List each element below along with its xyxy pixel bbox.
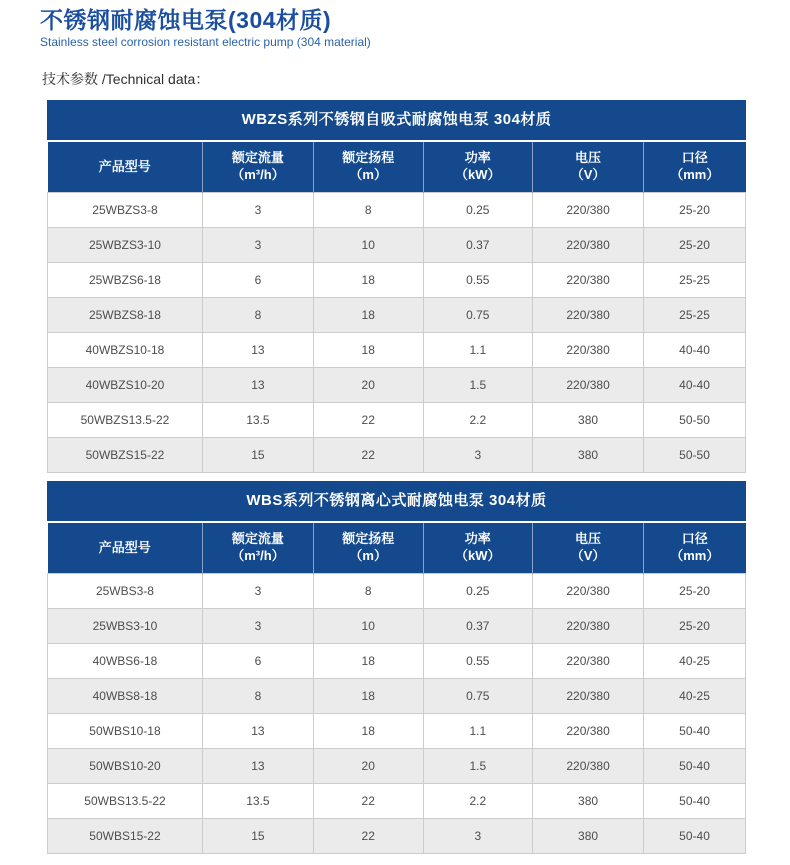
model-cell: 25WBZS6-18 <box>48 263 203 298</box>
table-row <box>48 679 746 714</box>
value-cell: 13 <box>202 749 313 784</box>
column-header-line1: 额定流量 <box>231 531 284 547</box>
value-cell: 8 <box>202 298 313 333</box>
column-header-line2: （m³/h） <box>231 167 285 182</box>
model-cell: 40WBS8-18 <box>48 679 203 714</box>
table-row <box>48 368 746 403</box>
value-cell: 0.55 <box>423 644 533 679</box>
value-cell: 220/380 <box>533 368 644 403</box>
column-header <box>644 142 746 193</box>
value-cell: 3 <box>423 438 533 473</box>
table-section-wbs <box>47 481 746 854</box>
value-cell: 220/380 <box>533 298 644 333</box>
value-cell: 13.5 <box>202 784 313 819</box>
value-cell: 40-40 <box>644 333 746 368</box>
column-header-row <box>48 142 746 193</box>
column-header-line1: 额定扬程 <box>342 150 395 166</box>
table-title: WBS系列不锈钢离心式耐腐蚀电泵 304材质 <box>47 481 746 521</box>
value-cell: 50-40 <box>644 784 746 819</box>
model-cell: 50WBS13.5-22 <box>48 784 203 819</box>
table-row <box>48 228 746 263</box>
value-cell: 1.5 <box>423 368 533 403</box>
value-cell: 40-25 <box>644 679 746 714</box>
value-cell: 13 <box>202 333 313 368</box>
value-cell: 3 <box>202 228 313 263</box>
table-section-wbzs <box>47 100 746 473</box>
value-cell: 220/380 <box>533 228 644 263</box>
table-row <box>48 644 746 679</box>
column-header-line2: （m） <box>349 167 387 182</box>
table-row <box>48 609 746 644</box>
value-cell: 22 <box>313 819 423 854</box>
value-cell: 50-50 <box>644 403 746 438</box>
model-cell: 50WBZS15-22 <box>48 438 203 473</box>
page-title: 不锈钢耐腐蚀电泵(304材质) <box>40 7 332 33</box>
column-header <box>644 523 746 574</box>
column-header-line2: （kW） <box>455 548 501 563</box>
value-cell: 50-50 <box>644 438 746 473</box>
column-header-line2: （mm） <box>670 548 720 563</box>
column-header-line1: 额定流量 <box>231 150 284 166</box>
model-cell: 40WBZS10-18 <box>48 333 203 368</box>
column-header-line1: 电压 <box>575 531 602 547</box>
table-row <box>48 298 746 333</box>
column-header-line1: 电压 <box>575 150 602 166</box>
value-cell: 15 <box>202 438 313 473</box>
value-cell: 220/380 <box>533 644 644 679</box>
value-cell: 380 <box>533 438 644 473</box>
column-header <box>202 142 313 193</box>
table-row <box>48 403 746 438</box>
value-cell: 1.1 <box>423 714 533 749</box>
table-row <box>48 714 746 749</box>
model-cell: 25WBZS3-10 <box>48 228 203 263</box>
table-row <box>48 438 746 473</box>
value-cell: 50-40 <box>644 819 746 854</box>
value-cell: 0.37 <box>423 228 533 263</box>
value-cell: 18 <box>313 644 423 679</box>
table-row <box>48 784 746 819</box>
value-cell: 13 <box>202 714 313 749</box>
tables-container <box>47 100 746 854</box>
value-cell: 22 <box>313 784 423 819</box>
model-cell: 25WBS3-8 <box>48 574 203 609</box>
value-cell: 22 <box>313 403 423 438</box>
value-cell: 6 <box>202 263 313 298</box>
model-cell: 50WBS10-20 <box>48 749 203 784</box>
value-cell: 25-20 <box>644 228 746 263</box>
table-row <box>48 749 746 784</box>
value-cell: 18 <box>313 714 423 749</box>
value-cell: 220/380 <box>533 574 644 609</box>
model-cell: 40WBZS10-20 <box>48 368 203 403</box>
value-cell: 20 <box>313 749 423 784</box>
model-cell: 50WBS10-18 <box>48 714 203 749</box>
value-cell: 13.5 <box>202 403 313 438</box>
table-row <box>48 263 746 298</box>
column-header-line2: （V） <box>570 167 606 182</box>
value-cell: 40-25 <box>644 644 746 679</box>
value-cell: 2.2 <box>423 403 533 438</box>
table-row <box>48 819 746 854</box>
value-cell: 18 <box>313 263 423 298</box>
value-cell: 0.55 <box>423 263 533 298</box>
column-header <box>313 523 423 574</box>
value-cell: 220/380 <box>533 679 644 714</box>
value-cell: 22 <box>313 438 423 473</box>
value-cell: 25-25 <box>644 298 746 333</box>
column-header-line1: 口径 <box>681 150 708 166</box>
spec-table-wbzs <box>47 142 746 473</box>
page-header <box>0 0 790 49</box>
column-header <box>48 523 203 574</box>
value-cell: 10 <box>313 228 423 263</box>
value-cell: 8 <box>202 679 313 714</box>
table-row <box>48 574 746 609</box>
model-cell: 25WBZS3-8 <box>48 193 203 228</box>
column-header-line1: 额定扬程 <box>342 531 395 547</box>
value-cell: 10 <box>313 609 423 644</box>
value-cell: 20 <box>313 368 423 403</box>
value-cell: 3 <box>202 193 313 228</box>
value-cell: 8 <box>313 193 423 228</box>
value-cell: 380 <box>533 784 644 819</box>
column-header-line2: （m） <box>349 548 387 563</box>
value-cell: 0.37 <box>423 609 533 644</box>
value-cell: 220/380 <box>533 609 644 644</box>
value-cell: 2.2 <box>423 784 533 819</box>
value-cell: 13 <box>202 368 313 403</box>
table-row <box>48 333 746 368</box>
column-header-line2: （kW） <box>455 167 501 182</box>
column-header-line2: （mm） <box>670 167 720 182</box>
page-subtitle: Stainless steel corrosion resistant electric pump (304 material) <box>40 35 371 49</box>
value-cell: 25-20 <box>644 193 746 228</box>
column-header-line1: 功率 <box>464 150 491 166</box>
value-cell: 0.25 <box>423 193 533 228</box>
column-header <box>533 523 644 574</box>
value-cell: 25-20 <box>644 574 746 609</box>
column-header-line2: （V） <box>570 548 606 563</box>
column-header-line1: 产品型号 <box>98 158 151 174</box>
model-cell: 50WBZS13.5-22 <box>48 403 203 438</box>
value-cell: 1.5 <box>423 749 533 784</box>
spec-table-wbs <box>47 523 746 854</box>
table-row <box>48 193 746 228</box>
value-cell: 220/380 <box>533 263 644 298</box>
column-header-line1: 口径 <box>681 531 708 547</box>
value-cell: 220/380 <box>533 193 644 228</box>
section-label: 技术参数 /Technical data： <box>42 71 210 87</box>
value-cell: 220/380 <box>533 749 644 784</box>
value-cell: 0.75 <box>423 679 533 714</box>
value-cell: 3 <box>202 574 313 609</box>
column-header <box>48 142 203 193</box>
model-cell: 25WBS3-10 <box>48 609 203 644</box>
column-header <box>533 142 644 193</box>
value-cell: 25-20 <box>644 609 746 644</box>
value-cell: 220/380 <box>533 714 644 749</box>
value-cell: 3 <box>423 819 533 854</box>
value-cell: 18 <box>313 679 423 714</box>
value-cell: 50-40 <box>644 714 746 749</box>
column-header <box>423 523 533 574</box>
value-cell: 0.25 <box>423 574 533 609</box>
model-cell: 40WBS6-18 <box>48 644 203 679</box>
model-cell: 50WBS15-22 <box>48 819 203 854</box>
column-header <box>423 142 533 193</box>
value-cell: 40-40 <box>644 368 746 403</box>
table-title: WBZS系列不锈钢自吸式耐腐蚀电泵 304材质 <box>47 100 746 140</box>
value-cell: 50-40 <box>644 749 746 784</box>
column-header <box>313 142 423 193</box>
value-cell: 3 <box>202 609 313 644</box>
value-cell: 8 <box>313 574 423 609</box>
value-cell: 220/380 <box>533 333 644 368</box>
column-header-line2: （m³/h） <box>231 548 285 563</box>
table-body <box>48 193 746 473</box>
value-cell: 18 <box>313 333 423 368</box>
model-cell: 25WBZS8-18 <box>48 298 203 333</box>
value-cell: 380 <box>533 403 644 438</box>
value-cell: 6 <box>202 644 313 679</box>
column-header-row <box>48 523 746 574</box>
column-header-line1: 产品型号 <box>98 539 151 555</box>
value-cell: 380 <box>533 819 644 854</box>
value-cell: 25-25 <box>644 263 746 298</box>
column-header <box>202 523 313 574</box>
value-cell: 0.75 <box>423 298 533 333</box>
value-cell: 15 <box>202 819 313 854</box>
value-cell: 18 <box>313 298 423 333</box>
column-header-line1: 功率 <box>464 531 491 547</box>
table-body <box>48 574 746 854</box>
value-cell: 1.1 <box>423 333 533 368</box>
